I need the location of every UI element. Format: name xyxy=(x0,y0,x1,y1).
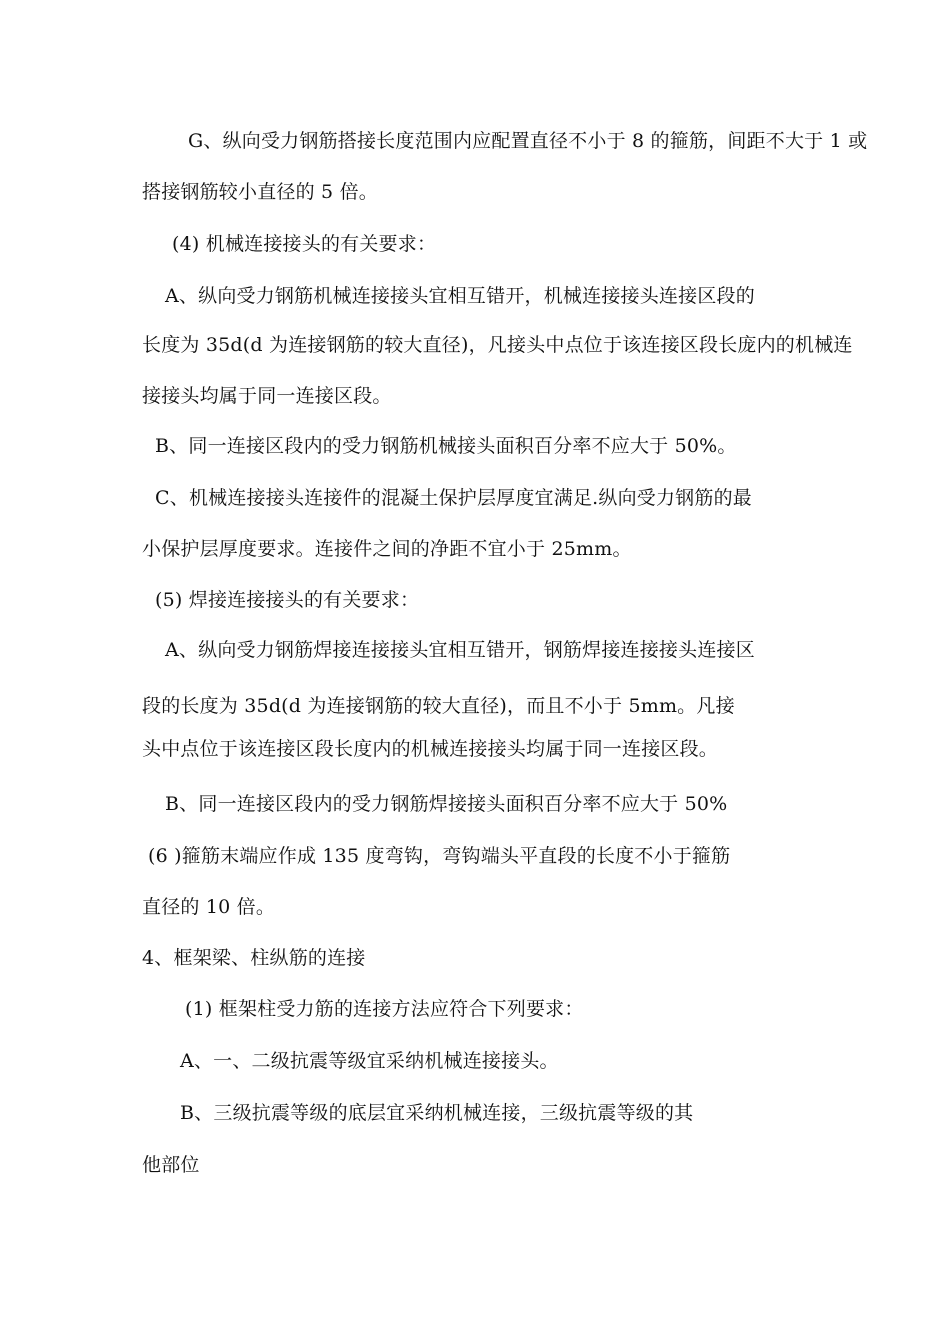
text-line: A、纵向受力钢筋焊接连接接头宜相互错开，钢筋焊接连接接头连接区 xyxy=(165,639,755,661)
text-line: 长度为 35d(d 为连接钢筋的较大直径)，凡接头中点位于该连接区段长庞内的机械连 xyxy=(142,334,853,356)
text-line: 段的长度为 35d(d 为连接钢筋的较大直径)，而且不小于 5mm。凡接 xyxy=(142,695,735,717)
text-line: B、同一连接区段内的受力钢筋机械接头面积百分率不应大于 50%。 xyxy=(155,435,737,457)
text-line: 接接头均属于同一连接区段。 xyxy=(142,385,392,407)
section-heading: (1) 框架柱受力筋的连接方法应符合下列要求： xyxy=(185,998,584,1020)
text-line: 他部位 xyxy=(142,1154,200,1176)
text-line: 搭接钢筋较小直径的 5 倍。 xyxy=(142,181,378,203)
text-line: 头中点位于该连接区段长度内的机械连接接头均属于同一连接区段。 xyxy=(142,738,719,760)
text-line: C、机械连接接头连接件的混凝土保护层厚度宜满足.纵向受力钢筋的最 xyxy=(155,487,752,509)
text-line: 小保护层厚度要求。连接件之间的净距不宜小于 25mm。 xyxy=(142,538,632,560)
text-line: A、一、二级抗震等级宜采纳机械连接接头。 xyxy=(180,1050,559,1072)
text-line: 直径的 10 倍。 xyxy=(142,896,276,918)
section-heading: 4、框架梁、柱纵筋的连接 xyxy=(142,947,366,969)
text-line: A、纵向受力钢筋机械连接接头宜相互错开，机械连接接头连接区段的 xyxy=(165,285,755,307)
section-heading: (4) 机械连接接头的有关要求： xyxy=(172,233,437,255)
text-line: (6 )箍筋末端应作成 135 度弯钩，弯钩端头平直段的长度不小于箍筋 xyxy=(148,845,731,867)
text-line: B、同一连接区段内的受力钢筋焊接接头面积百分率不应大于 50% xyxy=(165,793,728,815)
section-heading: (5) 焊接连接接头的有关要求： xyxy=(155,589,420,611)
text-line: G、纵向受力钢筋搭接长度范围内应配置直径不小于 8 的箍筋，间距不大于 1 或 xyxy=(188,130,868,152)
text-line: B、三级抗震等级的底层宜采纳机械连接，三级抗震等级的其 xyxy=(180,1102,694,1124)
